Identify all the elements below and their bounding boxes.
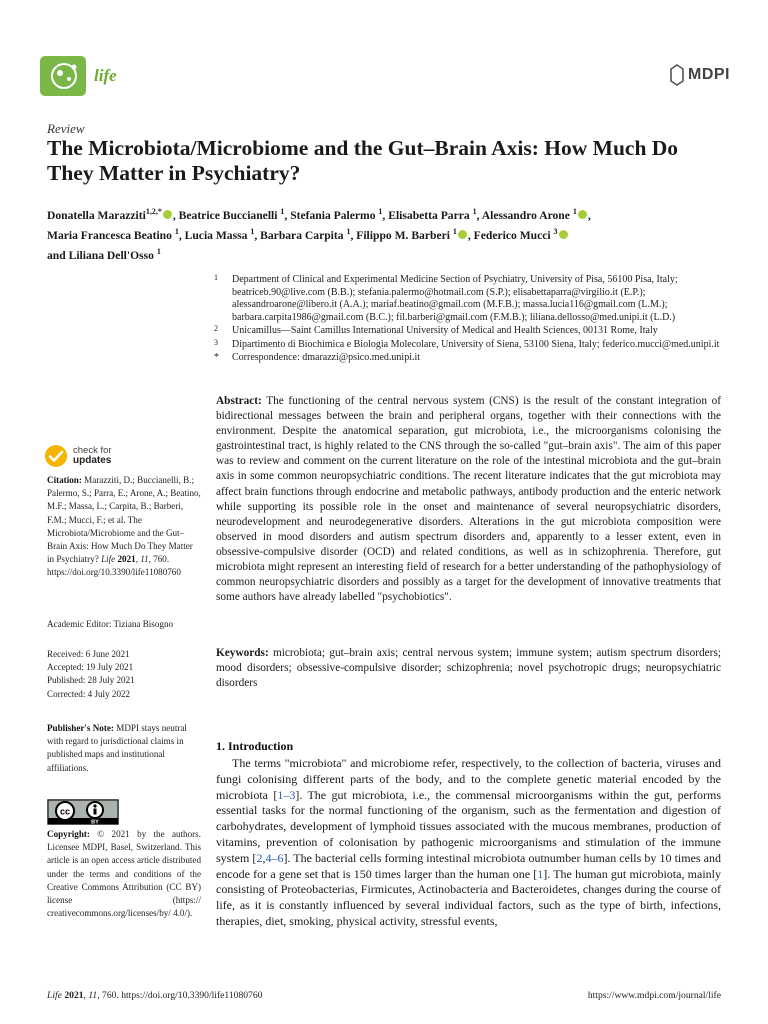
svg-text:cc: cc: [59, 806, 71, 817]
publisher-logo[interactable]: [670, 64, 730, 86]
citation-label: Citation:: [47, 475, 82, 485]
publisher-note-text: MDPI stays neutral with regard to jurisdictional claims in published maps and institutional affiliations.: [47, 723, 187, 773]
paragraph-text: ]. The gut microbiota, i.e., the commensal microorganisms within the gut, performs essential tasks for the normal functioning of the organism, such as the fermentation and digestion of carbohydrates, development of lymphoid tissues associated with the mucous membranes, production of vitamins, prevention of colonisation by pathogenic microorganisms and stimulation of the immune system [: [216, 787, 722, 865]
author-affiliation: 1: [174, 226, 179, 236]
author-affiliation: 3: [553, 226, 558, 236]
footer-journal-url[interactable]: https://www.mdpi.com/journal/life: [587, 990, 721, 1001]
article-type: Review: [47, 121, 85, 136]
affiliation-item: [214, 274, 734, 324]
published-date: Published: 28 July 2021: [47, 675, 135, 686]
check-updates-icon: [44, 444, 68, 468]
publication-dates: [47, 648, 201, 701]
citation-text: Marazziti, D.; Buccianelli, B.; Palermo, S.; Parra, E.; Arone, A.; Beatino, M.F.; Massa, L.; Carpita, B.; Barberi, F.M.; Mucci, F.; et al. The Microbiota/Microbiome and the Gut–Brain Axis: How Much Do They Matter in Psychiatry?: [47, 475, 201, 565]
author-name[interactable]: , Lucia Massa: [178, 228, 248, 242]
citation-doi[interactable]: , 760. https://doi.org/10.3390/life11080760: [47, 554, 181, 578]
author-affiliation: 1: [572, 207, 577, 216]
accepted-date: Accepted: 19 July 2021: [47, 662, 134, 673]
corrected-date: Corrected: 4 July 2022: [47, 688, 131, 699]
publisher-note-label: Publisher's Note:: [47, 723, 114, 733]
paragraph-text: ]. The bacterial cells forming intestinal microbiota outnumber human cells by 10 times and encode for a gene set that is 150 times larger than the human one [: [216, 850, 721, 881]
author-affiliation: 1,2,*: [145, 207, 162, 216]
publisher-note: [47, 722, 201, 775]
orcid-icon[interactable]: [559, 230, 568, 239]
copyright-label: Copyright:: [47, 829, 90, 839]
author-affiliation: 1: [378, 207, 383, 216]
keywords-text: microbiota; gut–brain axis; central nervous system; immune system; autism spectrum disorders; mood disorders; obsessive-compulsive disorder; schizophrenia; novel psychotropic drugs; neuropsychiatric disorders: [216, 647, 721, 690]
affiliation-number: 1: [214, 273, 218, 282]
author-affiliation: 1: [346, 226, 351, 236]
paragraph-text: The terms "microbiota" and microbiome refer, respectively, to the collection of bacteria, viruses and fungi colonising different parts of the body, and to the complete genetic material encoded by the microbiota [: [216, 756, 721, 802]
footer-doi[interactable]: , 760. https://doi.org/10.3390/life11080760: [97, 990, 263, 1001]
author-name[interactable]: Maria Francesca Beatino: [47, 228, 172, 242]
reference-link[interactable]: 1–3: [277, 787, 296, 802]
reference-link[interactable]: 1: [537, 866, 544, 881]
affiliation-text: Correspondence: dmarazzi@psico.med.unipi.it: [232, 352, 421, 363]
author-affiliation: 1: [250, 226, 255, 236]
svg-text:BY: BY: [91, 819, 99, 825]
affiliations: [214, 274, 734, 365]
author-affiliation: 1: [452, 226, 457, 236]
abstract-text: The functioning of the central nervous system (CNS) is the result of the constant integration of bidirectional messages between the brain and peripheral organs, together with their connections with the environment. Despite the anatomical separation, gut microbiota, i.e., the microorganisms colonising the gastrointestinal tract, is highly related to the CNS through the so-called "gut–brain axis". The aim of this paper was to review and comment on the current literature on the role of the intestinal microbiota and the gut–brain axis in some common neuropsychiatric conditions. The recent literature indicates that the gut microbiota may affect brain functions through endocrine and metabolic pathways, antibody production and the enteric network while supporting its possible role in the onset and maintenance of several neuropsychiatric disorders, neurodevelopment and neurodegenerative disorders. Alterations in the gut microbiota composition were observed in mood disorders and autism spectrum disorders and, apparently to a lesser extent, even in obsessive-compulsive disorder (OCD) and related conditions, as well as in schizophrenia. Therefore, gut microbiota might represent an interesting field of research for a better understanding of the pathophysiology of common neuropsychiatric disorders and possibly as a target for the development of innovative treatments that some authors have already labelled "psychobiotics".: [216, 395, 721, 604]
received-date: Received: 6 June 2021: [47, 649, 130, 659]
affiliation-text: Dipartimento di Biochimica e Biologia Molecolare, University of Siena, 53100 Siena, Italy; federico.mucci@med.unipi.it: [232, 338, 720, 350]
affiliation-number: 2: [214, 324, 218, 333]
reference-link[interactable]: 2: [256, 850, 263, 865]
affiliation-item: [214, 352, 734, 365]
introduction-paragraph: [216, 756, 721, 930]
check-updates-line2: updates: [73, 455, 112, 466]
keywords: [216, 646, 721, 691]
academic-editor: Academic Editor: Tiziana Bisogno: [47, 619, 174, 629]
author-affiliation: 1: [156, 246, 161, 256]
affiliation-number: 3: [214, 337, 218, 347]
article-title: The Microbiota/Microbiome and the Gut–Brain Axis: How Much Do They Matter in Psychiatry?: [47, 136, 679, 185]
copyright-text: © 2021 by the authors. Licensee MDPI, Basel, Switzerland. This article is an open access article distributed under the terms and conditions of the Creative Commons Attribution (CC BY) license (https:// creativecommons.org/licenses/by/ 4.0/).: [47, 829, 201, 919]
paragraph-text: ]. The human gut microbiota, mainly consisting of Proteobacterias, Firmicutes, Actinobacteria and Bacteroidetes, changes during the course of life, as it is constantly influenced by several individual factors, such as the type of birth, infections, therapies, diet, smoking, physical activity, stressful events,: [216, 866, 721, 928]
orcid-icon[interactable]: [578, 210, 587, 219]
author-name[interactable]: , Stefania Palermo: [284, 208, 376, 222]
author-name[interactable]: , Alessandro Arone: [476, 208, 570, 222]
publisher-name: MDPI: [688, 66, 730, 83]
author-name[interactable]: , Beatrice Buccianelli: [172, 208, 278, 222]
affiliation-item: [214, 339, 734, 352]
reference-link[interactable]: 4–6: [265, 850, 284, 865]
footer-journal: Life: [47, 990, 62, 1001]
author-list: Donatella Marazziti$^{1,2,*}$ , Beatrice Buccianelli $^1$, Stefania Palermo $^1$, Elisabetta Parra $^1$, Alessandro Arone $^1$ , Maria Francesca Beatino $^1$, Lucia Massa $^1$, Barbara Carpita $^1$, Filippo M. Barberi $^1$ , Federico Mucci $^3$ and Liliana Dell'Osso $^1$: [47, 207, 591, 262]
footer-citation: Life 2021, 11, 760. https://doi.org/10.3390/life11080760: [47, 990, 263, 1001]
affiliation-text: Department of Clinical and Experimental Medicine Section of Psychiatry, University of Pisa, 56100 Pisa, Italy; beatriceb.90@live.com (B.B.); stefania.palermo@hotmail.com (S.P.); elisabettaparra@virgilio.it (E.P.); alessandroarone@libero.it (A.A.); mariaf.beatino@gmail.com (M.F.B.); massa.lucia116@gmail.com (L.M.); barbara.carpita1986@gmail.com (B.C.); fil.barberi@gmail.com (F.M.B.); liliana.dellosso@med.unipi.it (L.D.): [232, 274, 678, 323]
footer-volume: 11: [88, 990, 98, 1001]
author-name[interactable]: , Filippo M. Barberi: [350, 228, 450, 242]
check-updates-line1: check for: [73, 445, 112, 456]
author-name[interactable]: Donatella Marazziti: [47, 208, 146, 222]
abstract-label: Abstract:: [216, 395, 262, 407]
citation-journal: Life: [101, 554, 116, 565]
author-affiliation: 1: [472, 207, 477, 216]
citation-year: 2021: [117, 554, 136, 565]
check-for-updates-button[interactable]: [44, 444, 112, 468]
author-name[interactable]: , Elisabetta Parra: [382, 208, 470, 222]
author-affiliation: 1: [280, 207, 285, 216]
life-journal-icon: [40, 56, 86, 96]
citation-block: Citation: Marazziti, D.; Buccianelli, B.; Palermo, S.; Parra, E.; Arone, A.; Beatino, M.F.; Massa, L.; Carpita, B.; Barberi, F.M.; Mucci, F.; et al. The Microbiota/Microbiome and the Gut–Brain Axis: How Much Do They Matter in Psychiatry? Life 2021, 11, 760. https://doi.org/10.3390/life11080760: [47, 475, 201, 578]
paragraph-text: ,: [262, 850, 266, 865]
journal-name: life: [94, 66, 117, 85]
author-name[interactable]: and Liliana Dell'Osso: [47, 248, 154, 262]
affiliation-text: Unicamillus—Saint Camillus International University of Medical and Health Sciences, 00131 Rome, Italy: [232, 325, 658, 336]
author-name[interactable]: , Federico Mucci: [467, 228, 551, 242]
cc-by-license-icon[interactable]: [47, 799, 119, 825]
affiliation-item: [214, 325, 734, 338]
journal-logo[interactable]: [40, 56, 117, 96]
orcid-icon[interactable]: [458, 230, 467, 239]
affiliation-number: *: [214, 352, 219, 363]
author-name[interactable]: , Barbara Carpita: [254, 228, 344, 242]
footer-year: 2021: [64, 990, 84, 1001]
orcid-icon[interactable]: [163, 210, 172, 219]
section-heading: 1. Introduction: [216, 739, 294, 753]
mdpi-icon: [670, 64, 684, 86]
abstract: [216, 394, 721, 605]
citation-volume: 11: [140, 554, 149, 565]
copyright-block: [47, 828, 201, 920]
keywords-label: Keywords:: [216, 647, 269, 659]
